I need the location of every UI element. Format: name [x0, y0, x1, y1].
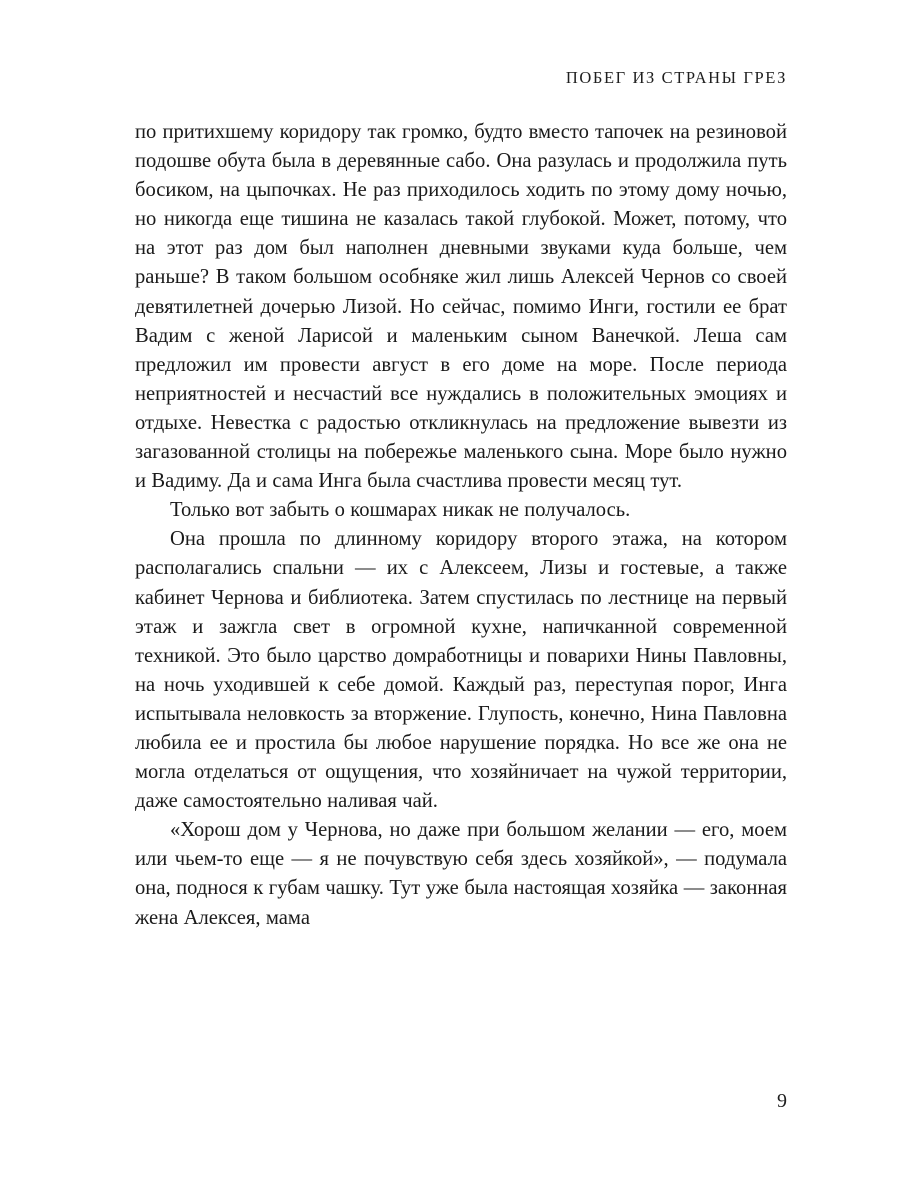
paragraph: Она прошла по длинному коридору второго этажа, на котором располагались спальни — их с Алексеем, Лизы и гостевые, а также кабинет Чернова и библиотека. Затем спустилась по лестнице на первый этаж и зажгла свет в огромной кухне, напичканной современной техникой. Это было царство домработницы и поварихи Нины Павловны, на ночь уходившей к себе домой. Каждый раз, переступая порог, Инга испытывала неловкость за вторжение. Глупость, конечно, Нина Павловна любила ее и простила бы любое нарушение порядка. Но все же она не могла отделаться от ощущения, что хозяйничает на чужой территории, даже самостоятельно наливая чай.: [135, 528, 787, 813]
paragraph: по притихшему коридору так громко, будто вместо тапочек на резиновой подошве обута была в деревянные сабо. Она разулась и продолжила путь босиком, на цыпочках. Не раз приходилось ходить по этому дому ночью, но никогда еще тишина не казалась такой глубокой. Может, потому, что на этот раз дом был наполнен дневными звуками куда больше, чем раньше? В таком большом особняке жил лишь Алексей Чернов со своей девятилетней дочерью Лизой. Но сейчас, помимо Инги, гостили ее брат Вадим с женой Ларисой и маленьким сыном Ванечкой. Леша сам предложил им провести август в его доме на море. После периода неприятностей и несчастий все нуждались в положительных эмоциях и отдыхе. Невестка с радостью откликнулась на предложение вывезти из загазованной столицы на побережье маленького сына. Море было нужно и Вадиму. Да и сама Инга была счастлива провести месяц тут.: [135, 121, 787, 493]
page-number: 9: [777, 1090, 787, 1112]
paragraph: «Хорош дом у Чернова, но даже при большом желании — его, моем или чьем-то еще — я не почувствую себя здесь хозяйкой», — подумала она, поднося к губам чашку. Тут уже была настоящая хозяйка — законная жена Алексея, мама: [135, 819, 787, 929]
paragraph: Только вот забыть о кошмарах никак не получалось.: [170, 499, 631, 522]
body-text-block: [135, 118, 787, 933]
running-head: ПОБЕГ ИЗ СТРАНЫ ГРЕЗ: [565, 68, 787, 87]
